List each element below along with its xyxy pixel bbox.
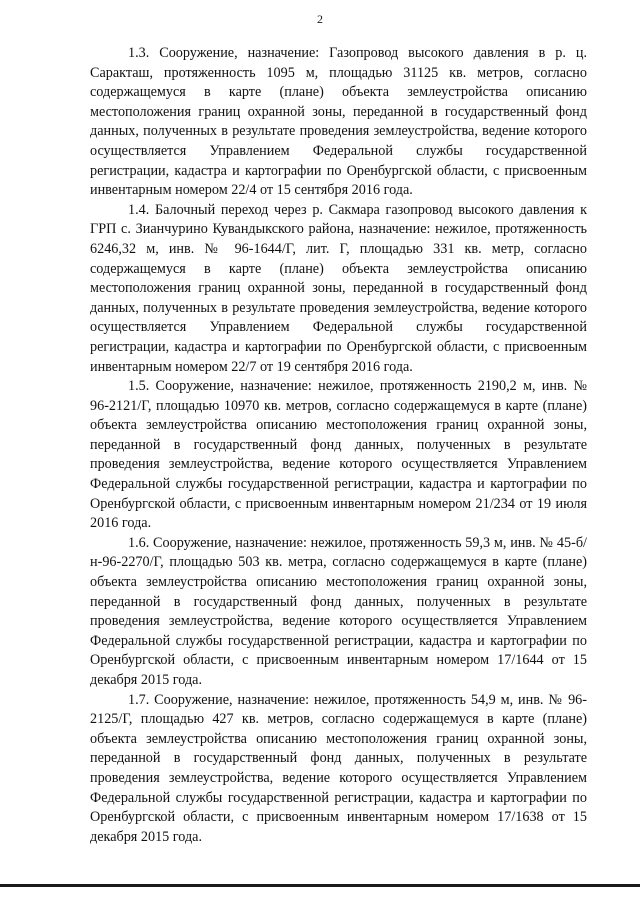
- document-body: [90, 44, 587, 847]
- paragraph-1-6: 1.6. Сооружение, назначение: нежилое, протяженность 59,3 м, инв. № 45-б/н-96-2270/Г, площадью 503 кв. метра, согласно содержащемуся в карте (плане) объекта землеустройства описанию местоположения границ охранной зоны, переданной в государственный фонд данных, полученных в результате проведения землеустройства, ведение которого осуществляется Управлением Федеральной службы государственной регистрации, кадастра и картографии по Оренбургской области, с присвоенным инвентарным номером 17/1644 от 15 декабря 2015 года.: [90, 534, 587, 688]
- paragraph-1-5: 1.5. Сооружение, назначение: нежилое, протяженность 2190,2 м, инв. № 96-2121/Г, площадью 10970 кв. метров, согласно содержащемуся в карте (плане) объекта землеустройства описанию местоположения границ охранной зоны, переданной в государственный фонд данных, полученных в результате проведения землеустройства, ведение которого осуществляется Управлением Федеральной службы государственной регистрации, кадастра и картографии по Оренбургской области, с присвоенным инвентарным номером 21/234 от 19 июля 2016 года.: [90, 378, 587, 532]
- paragraph-1-4: 1.4. Балочный переход через р. Сакмара газопровод высокого давления к ГРП с. Зианчурино Кувандыкского района, назначение: нежилое, протяженность 6246,32 м, инв. № 96-1644/Г, лит. Г, площадью 331 кв. метр, согласно содержащемуся в карте (плане) объекта землеустройства описанию местоположения границ охранной зоны, переданной в государственный фонд данных, полученных в результате проведения землеустройства, ведение которого осуществляется Управлением Федеральной службы государственной регистрации, кадастра и картографии по Оренбургской области, с присвоенным инвентарным номером 22/7 от 19 сентября 2016 года.: [90, 201, 587, 375]
- page-bottom-border: [0, 884, 640, 887]
- page-number: 2: [317, 12, 323, 26]
- paragraph-1-3: 1.3. Сооружение, назначение: Газопровод высокого давления в р. ц. Саракташ, протяженность 1095 м, площадью 31125 кв. метров, согласно содержащемуся в карте (плане) объекта землеустройства описанию местоположения границ охранной зоны, переданной в государственный фонд данных, полученных в результате проведения землеустройства, ведение которого осуществляется Управлением Федеральной службы государственной регистрации, кадастра и картографии по Оренбургской области, с присвоенным инвентарным номером 22/4 от 15 сентября 2016 года.: [90, 45, 587, 199]
- paragraph-1-7: 1.7. Сооружение, назначение: нежилое, протяженность 54,9 м, инв. № 96-2125/Г, площадью 427 кв. метров, согласно содержащемуся в карте (плане) объекта землеустройства описанию местоположения границ охранной зоны, переданной в государственный фонд данных, полученных в результате проведения землеустройства, ведение которого осуществляется Управлением Федеральной службы государственной регистрации, кадастра и картографии по Оренбургской области, с присвоенным инвентарным номером 17/1638 от 15 декабря 2015 года.: [90, 691, 587, 845]
